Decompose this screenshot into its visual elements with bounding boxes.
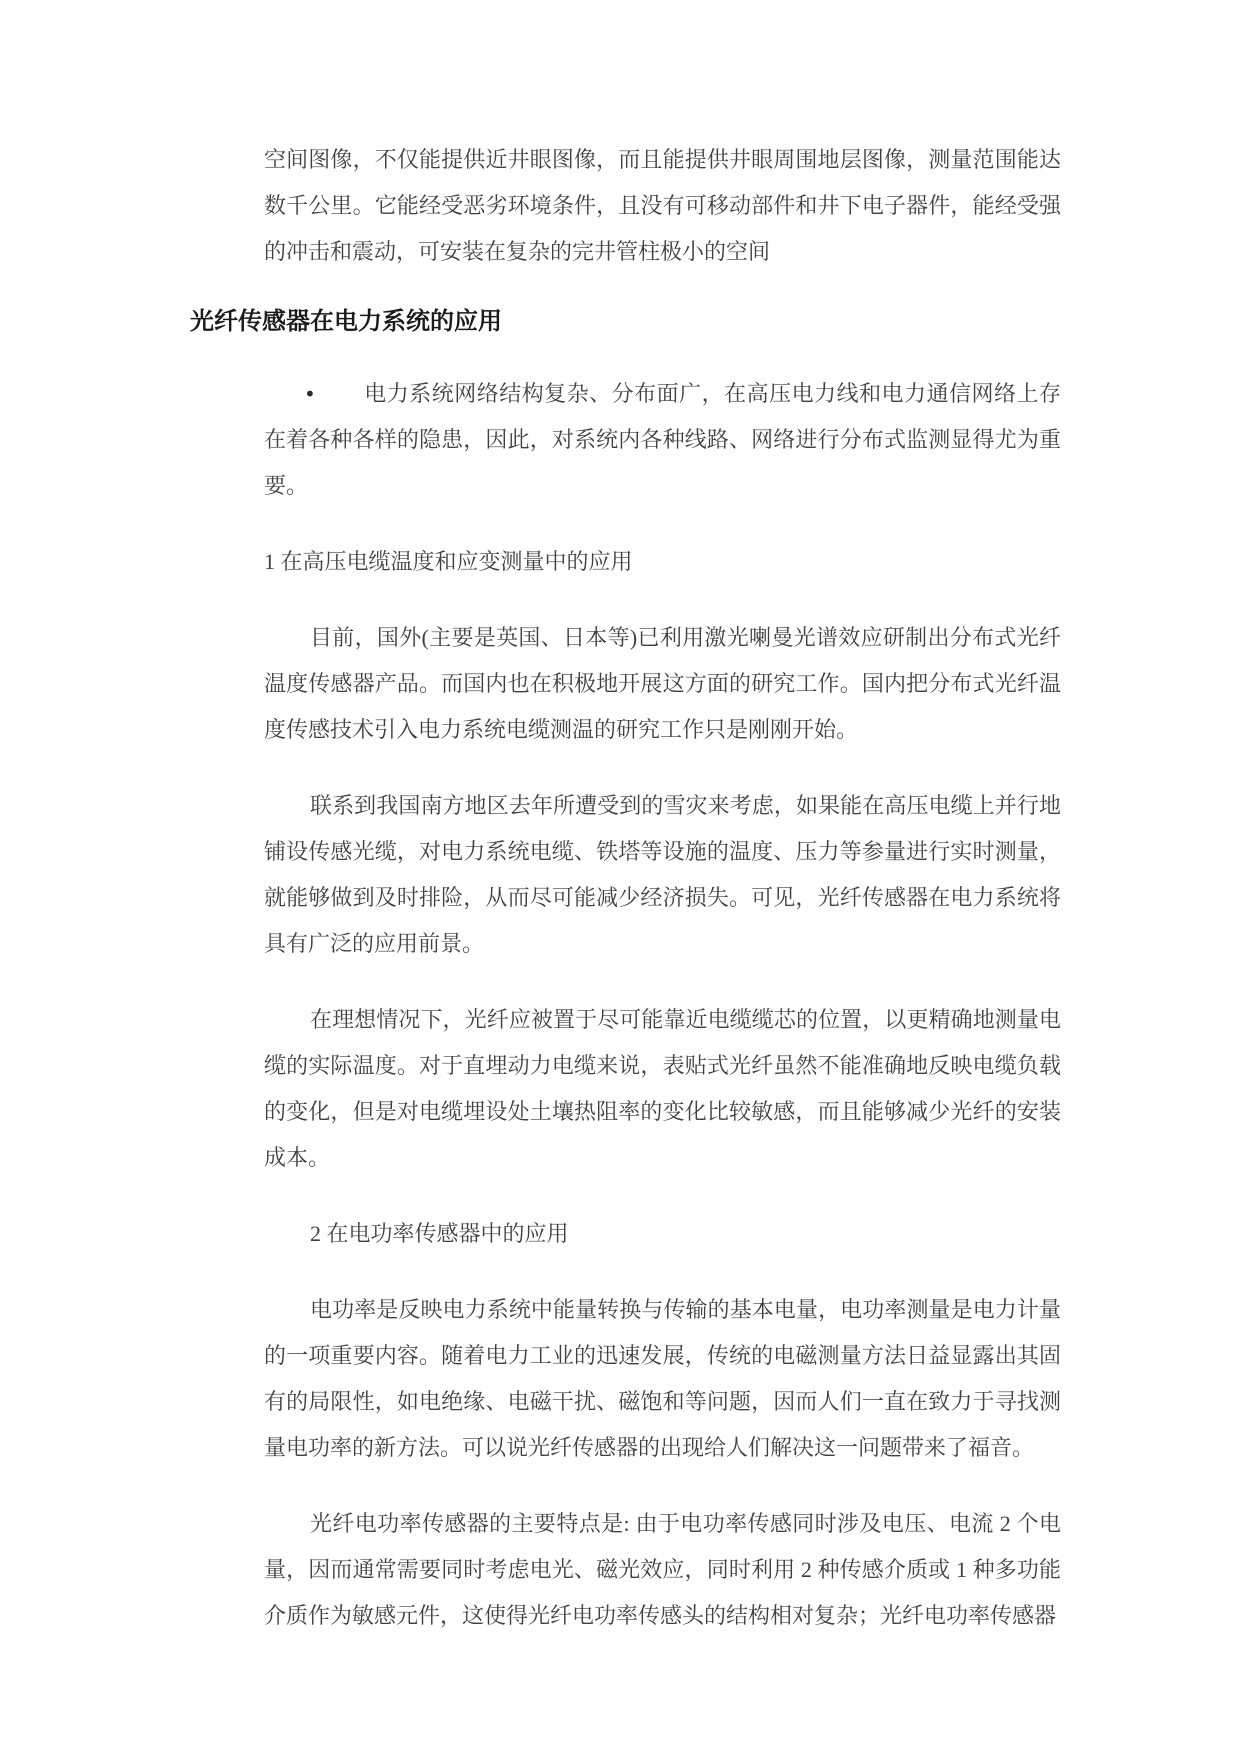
bullet-list-item <box>264 371 1061 509</box>
intro-paragraph: 空间图像，不仅能提供近井眼图像，而且能提供井眼周围地层图像，测量范围能达数千公里。它能经受恶劣环境条件，且没有可移动部件和井下电子器件，能经受强的冲击和震动，可安装在复杂的完井管柱极小的空间 <box>264 147 1061 264</box>
subsection-1-paragraph-2: 联系到我国南方地区去年所遭受到的雪灾来考虑，如果能在高压电缆上并行地铺设传感光缆，对电力系统电缆、铁塔等设施的温度、压力等参量进行实时测量，就能够做到及时排险，从而尽可能减少经济损失。可见，光纤传感器在电力系统将具有广泛的应用前景。 <box>264 793 1061 956</box>
subsection-1-heading: 1 在高压电缆温度和应变测量中的应用 <box>264 549 633 574</box>
subsection-1-paragraph-1: 目前，国外(主要是英国、日本等)已利用激光喇曼光谱效应研制出分布式光纤温度传感器产品。而国内也在积极地开展这方面的研究工作。国内把分布式光纤温度传感技术引入电力系统电缆测温的研究工作只是刚刚开始。 <box>264 625 1061 742</box>
subsection-2-paragraph-1: 电功率是反映电力系统中能量转换与传输的基本电量，电功率测量是电力计量的一项重要内容。随着电力工业的迅速发展，传统的电磁测量方法日益显露出其固有的局限性，如电绝缘、电磁干扰、磁饱和等问题，因而人们一直在致力于寻找测量电功率的新方法。可以说光纤传感器的出现给人们解决这一问题带来了福音。 <box>264 1297 1061 1460</box>
document-body <box>190 137 1061 1669</box>
subsection-1-paragraph-3: 在理想情况下，光纤应被置于尽可能靠近电缆缆芯的位置，以更精确地测量电缆的实际温度。对于直埋动力电缆来说，表贴式光纤虽然不能准确地反映电缆负载的变化，但是对电缆埋设处土壤热阻率的变化比较敏感，而且能够减少光纤的安装成本。 <box>264 1007 1061 1170</box>
subsection-2-paragraph-2: 光纤电功率传感器的主要特点是: 由于电功率传感同时涉及电压、电流 2 个电量，因而通常需要同时考虑电光、磁光效应，同时利用 2 种传感介质或 1 种多功能介质作为敏感元件，这使得光纤电功率传感头的结构相对复杂；光纤电功率传感器 <box>264 1511 1061 1628</box>
bullet-text: 电力系统网络结构复杂、分布面广，在高压电力线和电力通信网络上存在着各种各样的隐患，因此，对系统内各种线路、网络进行分布式监测显得尤为重要。 <box>264 381 1061 498</box>
subsection-2-heading: 2 在电功率传感器中的应用 <box>310 1221 569 1246</box>
bullet-icon: • <box>304 382 316 406</box>
main-heading: 光纤传感器在电力系统的应用 <box>190 308 502 335</box>
